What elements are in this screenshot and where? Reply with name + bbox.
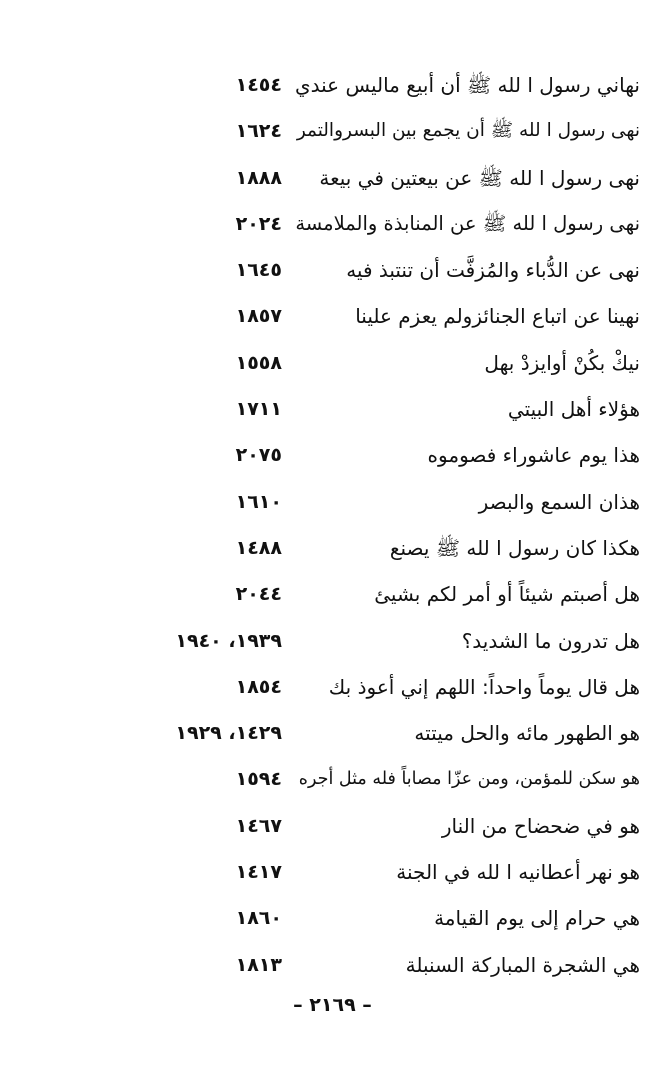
entry-reference-number: ١٦١٠ (235, 490, 282, 513)
entry-text: هذان السمع والبصر (478, 489, 640, 514)
entry-text: هي حرام إلى يوم القيامة (434, 906, 640, 931)
entry-reference-number: ١٤٢٩، ١٩٢٩ (175, 722, 282, 745)
index-entry (0, 525, 665, 571)
index-entry (0, 618, 665, 664)
entry-reference-number: ٢٠٤٤ (235, 583, 282, 606)
index-entry (0, 386, 665, 432)
index-entry (0, 895, 665, 941)
entry-text: هكذا كان رسول ا لله ﷺ يصنع (389, 535, 640, 560)
index-entry (0, 710, 665, 756)
index-entry (0, 340, 665, 386)
entry-reference-number: ١٥٥٨ (235, 351, 282, 374)
entry-reference-number: ١٥٩٤ (235, 768, 282, 791)
entry-text: هل أصبتم شيئاً أو أمر لكم بشيئ (374, 582, 640, 607)
entry-text: هي الشجرة المباركة السنبلة (405, 952, 640, 977)
entry-text: هو الطهور مائه والحل ميتته (414, 721, 640, 746)
index-entry (0, 155, 665, 201)
entry-text: هل تدرون ما الشديد؟ (461, 628, 640, 653)
entry-text: نهينا عن اتباع الجنائزولم يعزم علينا (355, 304, 640, 329)
page-number: – ٢١٦٩ – (293, 994, 372, 1016)
entry-text: نهى رسول ا لله ﷺ عن بيعتين في بيعة (319, 165, 640, 190)
entry-reference-number: ١٧١١ (235, 398, 282, 421)
entry-text: نهى عن الدُّباء والمُزفَّت أن تنتبذ فيه (346, 258, 640, 283)
index-entry (0, 479, 665, 525)
index-entry (0, 432, 665, 478)
index-entry (0, 108, 665, 154)
index-entry (0, 849, 665, 895)
entry-text: نهى رسول ا لله ﷺ أن يجمع بين البسروالتمر (296, 120, 640, 142)
entry-reference-number: ٢٠٧٥ (235, 444, 282, 467)
entry-reference-number: ١٨٨٨ (235, 166, 282, 189)
entry-text: هؤلاء أهل البيتي (507, 397, 640, 422)
entry-reference-number: ١٤٦٧ (235, 814, 282, 837)
index-entry (0, 942, 665, 988)
index-entry (0, 803, 665, 849)
index-entry (0, 201, 665, 247)
index-entry (0, 62, 665, 108)
entry-reference-number: ١٤٨٨ (235, 536, 282, 559)
entry-reference-number: ١٤٥٤ (235, 74, 282, 96)
entry-text: هو نهر أعطانيه ا لله في الجنة (396, 860, 640, 885)
entry-reference-number: ١٤١٧ (235, 861, 282, 884)
entry-reference-number: ١٨٥٧ (235, 305, 282, 328)
entry-text: هل قال يوماً واحداً: اللهم إني أعوذ بك (328, 674, 640, 699)
entry-text: هو سكن للمؤمن، ومن عزّا مصاباً فله مثل أجره (298, 769, 640, 790)
entry-reference-number: ١٦٤٥ (235, 259, 282, 282)
entry-text: هذا يوم عاشوراء فصوموه (427, 443, 640, 468)
entry-reference-number: ١٦٢٤ (235, 120, 282, 143)
entry-reference-number: ١٨١٣ (235, 953, 282, 976)
entry-text: هو في ضحضاح من النار (441, 813, 640, 838)
index-entry (0, 293, 665, 339)
entry-text: نهاني رسول ا لله ﷺ أن أبيع ماليس عندي (294, 73, 640, 97)
entry-reference-number: ١٨٥٤ (235, 675, 282, 698)
index-entry (0, 664, 665, 710)
index-entry (0, 571, 665, 617)
index-entry (0, 247, 665, 293)
index-entry (0, 756, 665, 802)
entry-text: نيكْ بكُنْ أوايزدْ بهل (484, 350, 640, 375)
entry-text: نهى رسول ا لله ﷺ عن المنابذة والملامسة (295, 211, 640, 235)
entry-reference-number: ١٩٣٩، ١٩٤٠ (175, 629, 282, 652)
index-entries (0, 62, 665, 988)
entry-reference-number: ١٨٦٠ (235, 907, 282, 930)
entry-reference-number: ٢٠٢٤ (235, 212, 282, 235)
